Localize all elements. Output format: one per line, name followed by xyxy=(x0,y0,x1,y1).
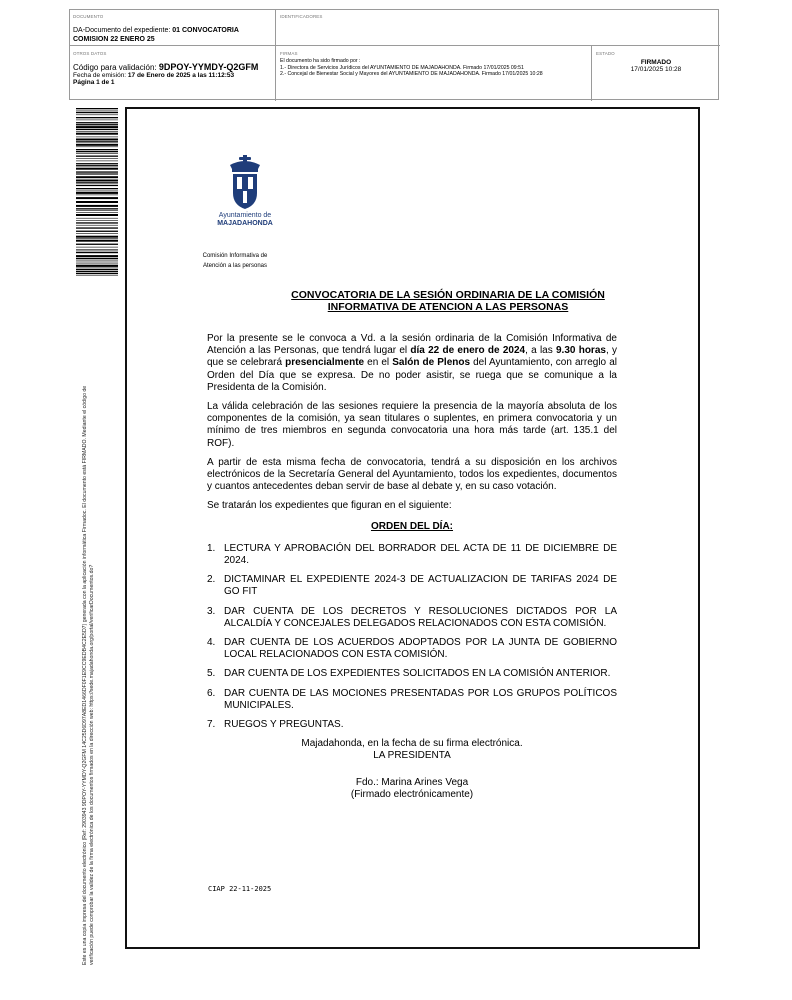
list-item-number: 4. xyxy=(207,637,216,649)
list-item xyxy=(207,719,617,731)
document-body xyxy=(207,333,617,801)
page-count-text: Página 1 de 1 xyxy=(73,79,115,86)
document-prefix: DA-Documento del expediente: xyxy=(73,27,173,34)
signature-name: Fdo.: Marina Arines Vega xyxy=(355,776,469,788)
logo-text-1: Ayuntamiento de xyxy=(218,212,272,219)
document-bold-2: COMISION 22 ENERO 25 xyxy=(73,36,155,43)
para1-a: Por la presente se le convoca a Vd. a la sesión ordinaria de la Comisión Informativa de Atención a las Personas, que tendrá lugar el xyxy=(207,333,617,357)
para1-date: día 22 de enero de 2024 xyxy=(410,345,526,357)
list-item-number: 2. xyxy=(207,574,216,586)
signatures-label: FIRMAS xyxy=(280,51,298,56)
paragraph-quorum: La válida celebración de las sesiones requiere la presencia de la mayoría absoluta de los componentes de la comisión, ya sean titulares o suplentes, en primera convocatoria y un mínimo de tres miembros en segunda convocatoria una hora más tarde (art. 135.1 del ROF). xyxy=(207,401,617,449)
barcode-icon xyxy=(76,108,118,276)
list-item-text: DICTAMINAR EL EXPEDIENTE 2024-3 DE ACTUALIZACION DE TARIFAS 2024 DE GO FIT xyxy=(224,574,617,598)
validation-code-value: 9DPOY-YYMDY-Q2GFM xyxy=(158,62,259,72)
list-item xyxy=(207,574,617,598)
agenda-title: ORDEN DEL DÍA: xyxy=(370,520,454,532)
signatures-intro: El documento ha sido firmado por : xyxy=(280,58,361,64)
status-date: 17/01/2025 10:28 xyxy=(630,66,682,73)
paragraph-intro-agenda: Se tratarán los expedientes que figuran en el siguiente: xyxy=(207,500,452,512)
commission-line-1: Comisión Informativa de xyxy=(202,253,268,259)
ciap-reference: CIAP 22-11-2025 xyxy=(208,885,272,893)
list-item-text: DAR CUENTA DE LOS EXPEDIENTES SOLICITADOS EN LA COMISIÓN ANTERIOR. xyxy=(224,668,611,680)
document-name xyxy=(73,26,272,44)
closing-block xyxy=(207,738,617,762)
list-item xyxy=(207,668,617,680)
list-item xyxy=(207,637,617,661)
signature-block xyxy=(207,777,617,801)
list-item-text: DAR CUENTA DE LOS ACUERDOS ADOPTADOS POR LA JUNTA DE GOBIERNO LOCAL RELACIONADOS CON ESTA COMISIÓN. xyxy=(224,637,617,661)
closing-line-1: Majadahonda, en la fecha de su firma electrónica. xyxy=(301,738,523,750)
para1-e: , y que se celebrará xyxy=(207,345,617,369)
list-item-number: 5. xyxy=(207,668,216,680)
status-badge: FIRMADO xyxy=(640,59,672,66)
document-label: DOCUMENTO xyxy=(73,14,104,19)
list-item-text: DAR CUENTA DE LOS DECRETOS Y RESOLUCIONES DICTADOS POR LA ALCALDÍA Y CONCEJALES DELEGADOS RELACIONADOS CON ESTA COMISIÓN. xyxy=(224,605,617,629)
paragraph-convocation xyxy=(207,333,617,394)
title-line-2: INFORMATIVA DE ATENCION A LAS PERSONAS xyxy=(327,301,569,313)
status-label: ESTADO xyxy=(596,51,615,56)
agenda-list xyxy=(207,543,617,731)
identifiers-label: IDENTIFICADORES xyxy=(280,14,323,19)
document-cell xyxy=(70,10,276,46)
list-item xyxy=(207,543,617,567)
verification-note-line-1: Este es una copia impresa del documento electrónico (Ref: 2903943 9DPOY-YYMDY-Q2GFM 14C25D6D97A8ED1466DF0F1E9CC9EDB4C2E5D7) generada con la aplicación informática Firmadoc. El documento está FIRMADO. Mediante el código de xyxy=(82,385,88,965)
title-line-1: CONVOCATORIA DE LA SESIÓN ORDINARIA DE LA COMISIÓN xyxy=(291,289,605,301)
list-item-text: RUEGOS Y PREGUNTAS. xyxy=(224,719,344,731)
emission-date xyxy=(73,72,272,79)
list-item-number: 6. xyxy=(207,687,216,699)
list-item-text: LECTURA Y APROBACIÓN DEL BORRADOR DEL ACTA DE 11 DE DICIEMBRE DE 2024. xyxy=(224,542,617,567)
logo-text-2: MAJADAHONDA xyxy=(217,220,273,227)
list-item-number: 1. xyxy=(207,542,216,554)
para1-i: del Ayuntamiento, con arreglo al Orden del Día que se expresa. De no poder asistir, se ruega que se comunique a la Presidenta de la Comisión. xyxy=(207,357,617,393)
page-count xyxy=(73,79,272,86)
status-cell xyxy=(592,46,720,101)
list-item xyxy=(207,606,617,630)
validation-code xyxy=(73,62,272,72)
identifiers-cell xyxy=(276,10,720,46)
validation-code-prefix: Código para validación: xyxy=(73,63,159,72)
signature-header xyxy=(69,9,719,100)
emission-date-value: 17 de Enero de 2025 a las 11:12:53 xyxy=(127,72,235,79)
other-data-cell xyxy=(70,46,276,101)
commission-label xyxy=(193,251,277,271)
paragraph-documents: A partir de esta misma fecha de convocatoria, tendrá a su disposición en los archivos electrónicos de la Secretaría General del Ayuntamiento, todos los expedientes, documentos y cuantos antecedentes deban servir de base al debate y, en su caso votación. xyxy=(207,456,617,493)
verification-note-line-2: verificación puede comprobar la validez de la firma electrónica de los documentos firmados en la dirección web: https://sede.majadahonda.org/portal/verificarDocumentos.do? xyxy=(88,564,95,965)
closing-line-2: LA PRESIDENTA xyxy=(373,750,451,762)
para1-time: 9.30 horas xyxy=(556,345,606,357)
para1-c: , a las xyxy=(525,345,556,357)
list-item-text: DAR CUENTA DE LAS MOCIONES PRESENTADAS POR LOS GRUPOS POLÍTICOS MUNICIPALES. xyxy=(224,687,617,711)
list-item xyxy=(207,688,617,712)
para1-g: en el xyxy=(364,357,393,369)
commission-line-2: Atención a las personas xyxy=(202,263,268,269)
signature-note: (Firmado electrónicamente) xyxy=(350,788,474,800)
para1-place: Salón de Plenos xyxy=(392,357,471,369)
emission-date-prefix: Fecha de emisión: xyxy=(73,72,128,79)
document-bold-1: 01 CONVOCATORIA xyxy=(172,27,239,34)
signatures-cell xyxy=(276,46,592,101)
list-item-number: 3. xyxy=(207,605,216,617)
page-title xyxy=(228,289,668,313)
para1-mode: presencialmente xyxy=(285,357,365,369)
signature-2: 2.- Concejal de Bienestar Social y Mayores del AYUNTAMIENTO DE MAJADAHONDA. Firmado 17/01/2025 10:28 xyxy=(280,71,543,77)
list-item-number: 7. xyxy=(207,719,216,731)
verification-note xyxy=(82,295,95,965)
other-data-label: OTROS DATOS xyxy=(73,51,107,56)
signature-1: 1.- Directora de Servicios Jurídicos del AYUNTAMIENTO DE MAJADAHONDA. Firmado 17/01/2025 09:51 xyxy=(280,64,524,71)
